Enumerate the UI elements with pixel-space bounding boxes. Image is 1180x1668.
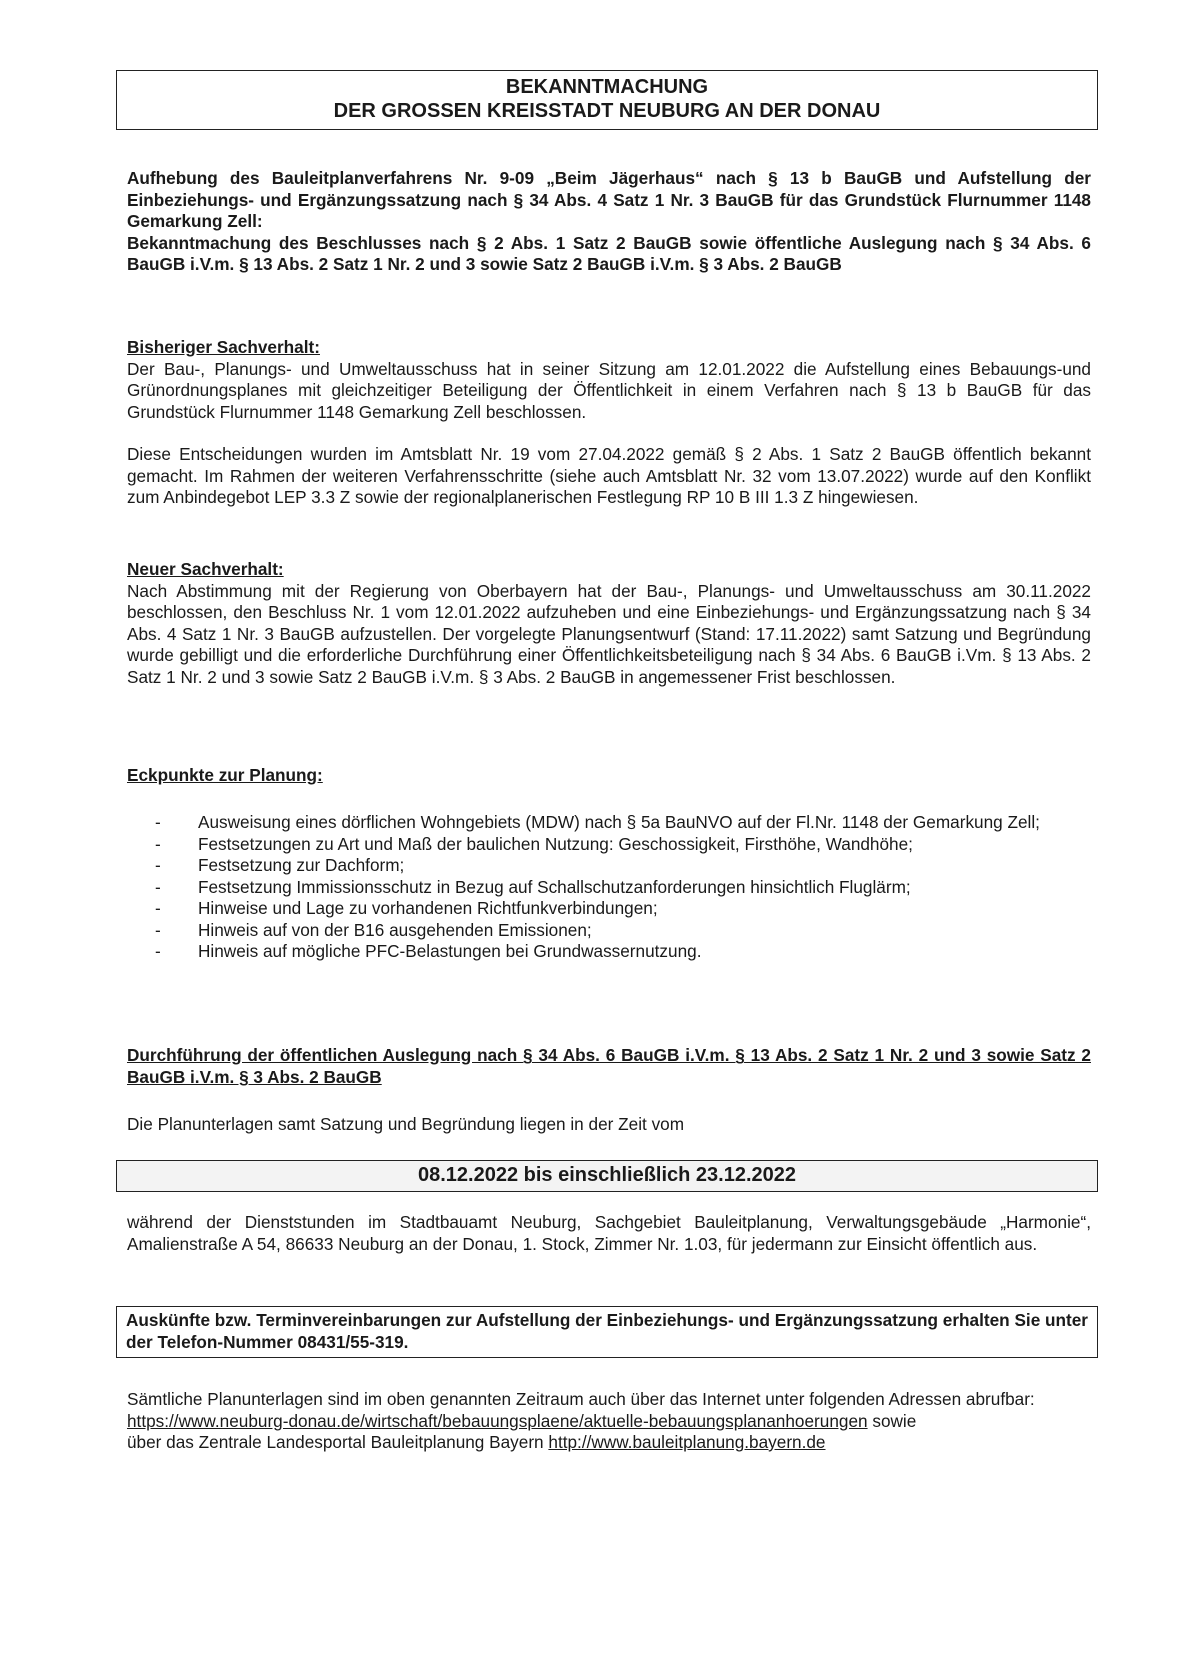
public-display-heading-block xyxy=(127,1045,1091,1088)
display-location: während der Dienststunden im Stadtbauamt Neuburg, Sachgebiet Bauleitplanung, Verwaltungsgebäude „Harmonie“, Amalienstraße A 54, 86633 Neuburg an der Donau, 1. Stock, Zimmer Nr. 1.03, für jedermann zur Einsicht öffentlich aus. xyxy=(127,1212,1091,1254)
public-display-heading: Durchführung der öffentlichen Auslegung nach § 34 Abs. 6 BauGB i.V.m. § 13 Abs. 2 Satz 1 Nr. 2 und 3 sowie Satz 2 BauGB i.V.m. § 3 Abs. 2 BauGB xyxy=(127,1045,1091,1087)
list-item-text: Hinweis auf mögliche PFC-Belastungen bei Grundwassernutzung. xyxy=(198,941,702,961)
bauleitplanung-portal-link[interactable]: http://www.bauleitplanung.bayern.de xyxy=(548,1432,826,1452)
new-facts-heading: Neuer Sachverhalt: xyxy=(127,559,284,579)
key-points-heading-block xyxy=(127,765,1091,787)
list-dash: - xyxy=(155,898,161,918)
public-display-intro: Die Planunterlagen samt Satzung und Begründung liegen in der Zeit vom xyxy=(127,1114,685,1134)
subject-text: Aufhebung des Bauleitplanverfahrens Nr. 9-09 „Beim Jägerhaus“ nach § 13 b BauGB und Aufstellung der Einbeziehungs- und Ergänzungssatzung nach § 34 Abs. 4 Satz 1 Nr. 3 BauGB für das Grundstück Flurnummer 1148 Gemarkung Zell: xyxy=(127,168,1091,231)
list-item-text: Festsetzung zur Dachform; xyxy=(198,855,405,875)
list-item xyxy=(155,834,1085,856)
list-item xyxy=(155,941,1085,963)
previous-facts-section xyxy=(127,337,1091,509)
subject-block xyxy=(127,168,1091,276)
internet-line-2 xyxy=(127,1432,1091,1454)
list-dash: - xyxy=(155,812,161,832)
list-dash: - xyxy=(155,941,161,961)
list-item-text: Festsetzungen zu Art und Maß der baulichen Nutzung: Geschossigkeit, Firsthöhe, Wandhöhe; xyxy=(198,833,913,854)
list-item xyxy=(155,855,1085,877)
list-item-text: Festsetzung Immissionsschutz in Bezug auf Schallschutzanforderungen hinsichtlich Fluglärm; xyxy=(198,876,911,897)
header-title: BEKANNTMACHUNG xyxy=(505,76,709,98)
list-dash: - xyxy=(155,919,161,940)
display-location-block xyxy=(127,1212,1091,1255)
list-item xyxy=(155,877,1085,899)
info-box-text: Auskünfte bzw. Terminvereinbarungen zur Aufstellung der Einbeziehungs- und Ergänzungssatzung erhalten Sie unter der Telefon-Nummer 08431/55-319. xyxy=(126,1310,1088,1352)
internet-text: Sämtliche Planunterlagen sind im oben genannten Zeitraum auch über das Internet unter folgenden Adressen abrufbar: xyxy=(127,1389,1035,1409)
key-points-list xyxy=(155,812,1085,963)
city-website-link[interactable]: https://www.neuburg-donau.de/wirtschaft/bebauungsplaene/aktuelle-bebauungsplananhoerungen xyxy=(127,1410,868,1431)
list-dash: - xyxy=(155,876,161,897)
list-dash: - xyxy=(155,855,161,875)
internet-block xyxy=(127,1389,1091,1454)
display-period-box xyxy=(116,1160,1098,1192)
internet-text-portal: über das Zentrale Landesportal Bauleitplanung Bayern xyxy=(127,1432,549,1452)
internet-text-sowie: sowie xyxy=(867,1410,917,1431)
previous-facts-heading: Bisheriger Sachverhalt: xyxy=(127,337,320,357)
new-facts-section xyxy=(127,559,1091,688)
public-display-intro-block xyxy=(127,1114,1091,1136)
list-item xyxy=(155,898,1085,920)
list-item xyxy=(155,812,1085,834)
list-item-text: Hinweise und Lage zu vorhandenen Richtfunkverbindungen; xyxy=(198,898,658,918)
list-item xyxy=(155,920,1085,942)
info-box xyxy=(116,1306,1098,1358)
list-item-text: Hinweis auf von der B16 ausgehenden Emissionen; xyxy=(198,919,592,940)
subject-text-2: Bekanntmachung des Beschlusses nach § 2 Abs. 1 Satz 2 BauGB sowie öffentliche Auslegung nach § 34 Abs. 6 BauGB i.V.m. § 13 Abs. 2 Satz 1 Nr. 2 und 3 sowie Satz 2 BauGB i.V.m. § 3 Abs. 2 BauGB xyxy=(127,232,1091,274)
key-points-heading: Eckpunkte zur Planung: xyxy=(127,765,323,785)
list-dash: - xyxy=(155,833,161,854)
new-facts-para: Nach Abstimmung mit der Regierung von Oberbayern hat der Bau-, Planungs- und Umweltausschuss am 30.11.2022 beschlossen, den Beschluss Nr. 1 vom 12.01.2022 aufzuheben und eine Einbeziehungs- und Ergänzungssatzung nach § 34 Abs. 4 Satz 1 Nr. 3 BauGB aufzustellen. Der vorgelegte Planungsentwurf (Stand: 17.11.2022) samt Satzung und Begründung wurde gebilligt und die erforderliche Durchführung einer Öffentlichkeitsbeteiligung nach § 34 Abs. 6 BauGB i.Vm. § 13 Abs. 2 Satz 1 Nr. 2 und 3 sowie Satz 2 BauGB i.V.m. § 3 Abs. 2 BauGB in angemessener Frist beschlossen. xyxy=(127,580,1091,687)
header-box xyxy=(116,70,1098,130)
previous-facts-para1: Der Bau-, Planungs- und Umweltausschuss hat in seiner Sitzung am 12.01.2022 die Aufstellung eines Bebauungs-und Grünordnungsplanes mit gleichzeitiger Beteiligung der Öffentlichkeit in einem Verfahren nach § 13 b BauGB für das Grundstück Flurnummer 1148 Gemarkung Zell beschlossen. xyxy=(127,358,1091,422)
display-period: 08.12.2022 bis einschließlich 23.12.2022 xyxy=(417,1164,797,1186)
internet-line-1 xyxy=(127,1411,1091,1433)
list-item-text: Ausweisung eines dörflichen Wohngebiets (MDW) nach § 5a BauNVO auf der Fl.Nr. 1148 der Gemarkung Zell; xyxy=(198,812,1040,832)
previous-facts-para2: Diese Entscheidungen wurden im Amtsblatt Nr. 19 vom 27.04.2022 gemäß § 2 Abs. 1 Satz 2 BauGB öffentlich bekannt gemacht. Im Rahmen der weiteren Verfahrensschritte (siehe auch Amtsblatt Nr. 32 vom 13.07.2022) wurde auf den Konflikt zum Anbindegebot LEP 3.3 Z sowie der regionalplanerischen Festlegung RP 10 B III 1.3 Z hingewiesen. xyxy=(127,444,1091,507)
header-subtitle: DER GROSSEN KREISSTADT NEUBURG AN DER DONAU xyxy=(333,100,881,122)
